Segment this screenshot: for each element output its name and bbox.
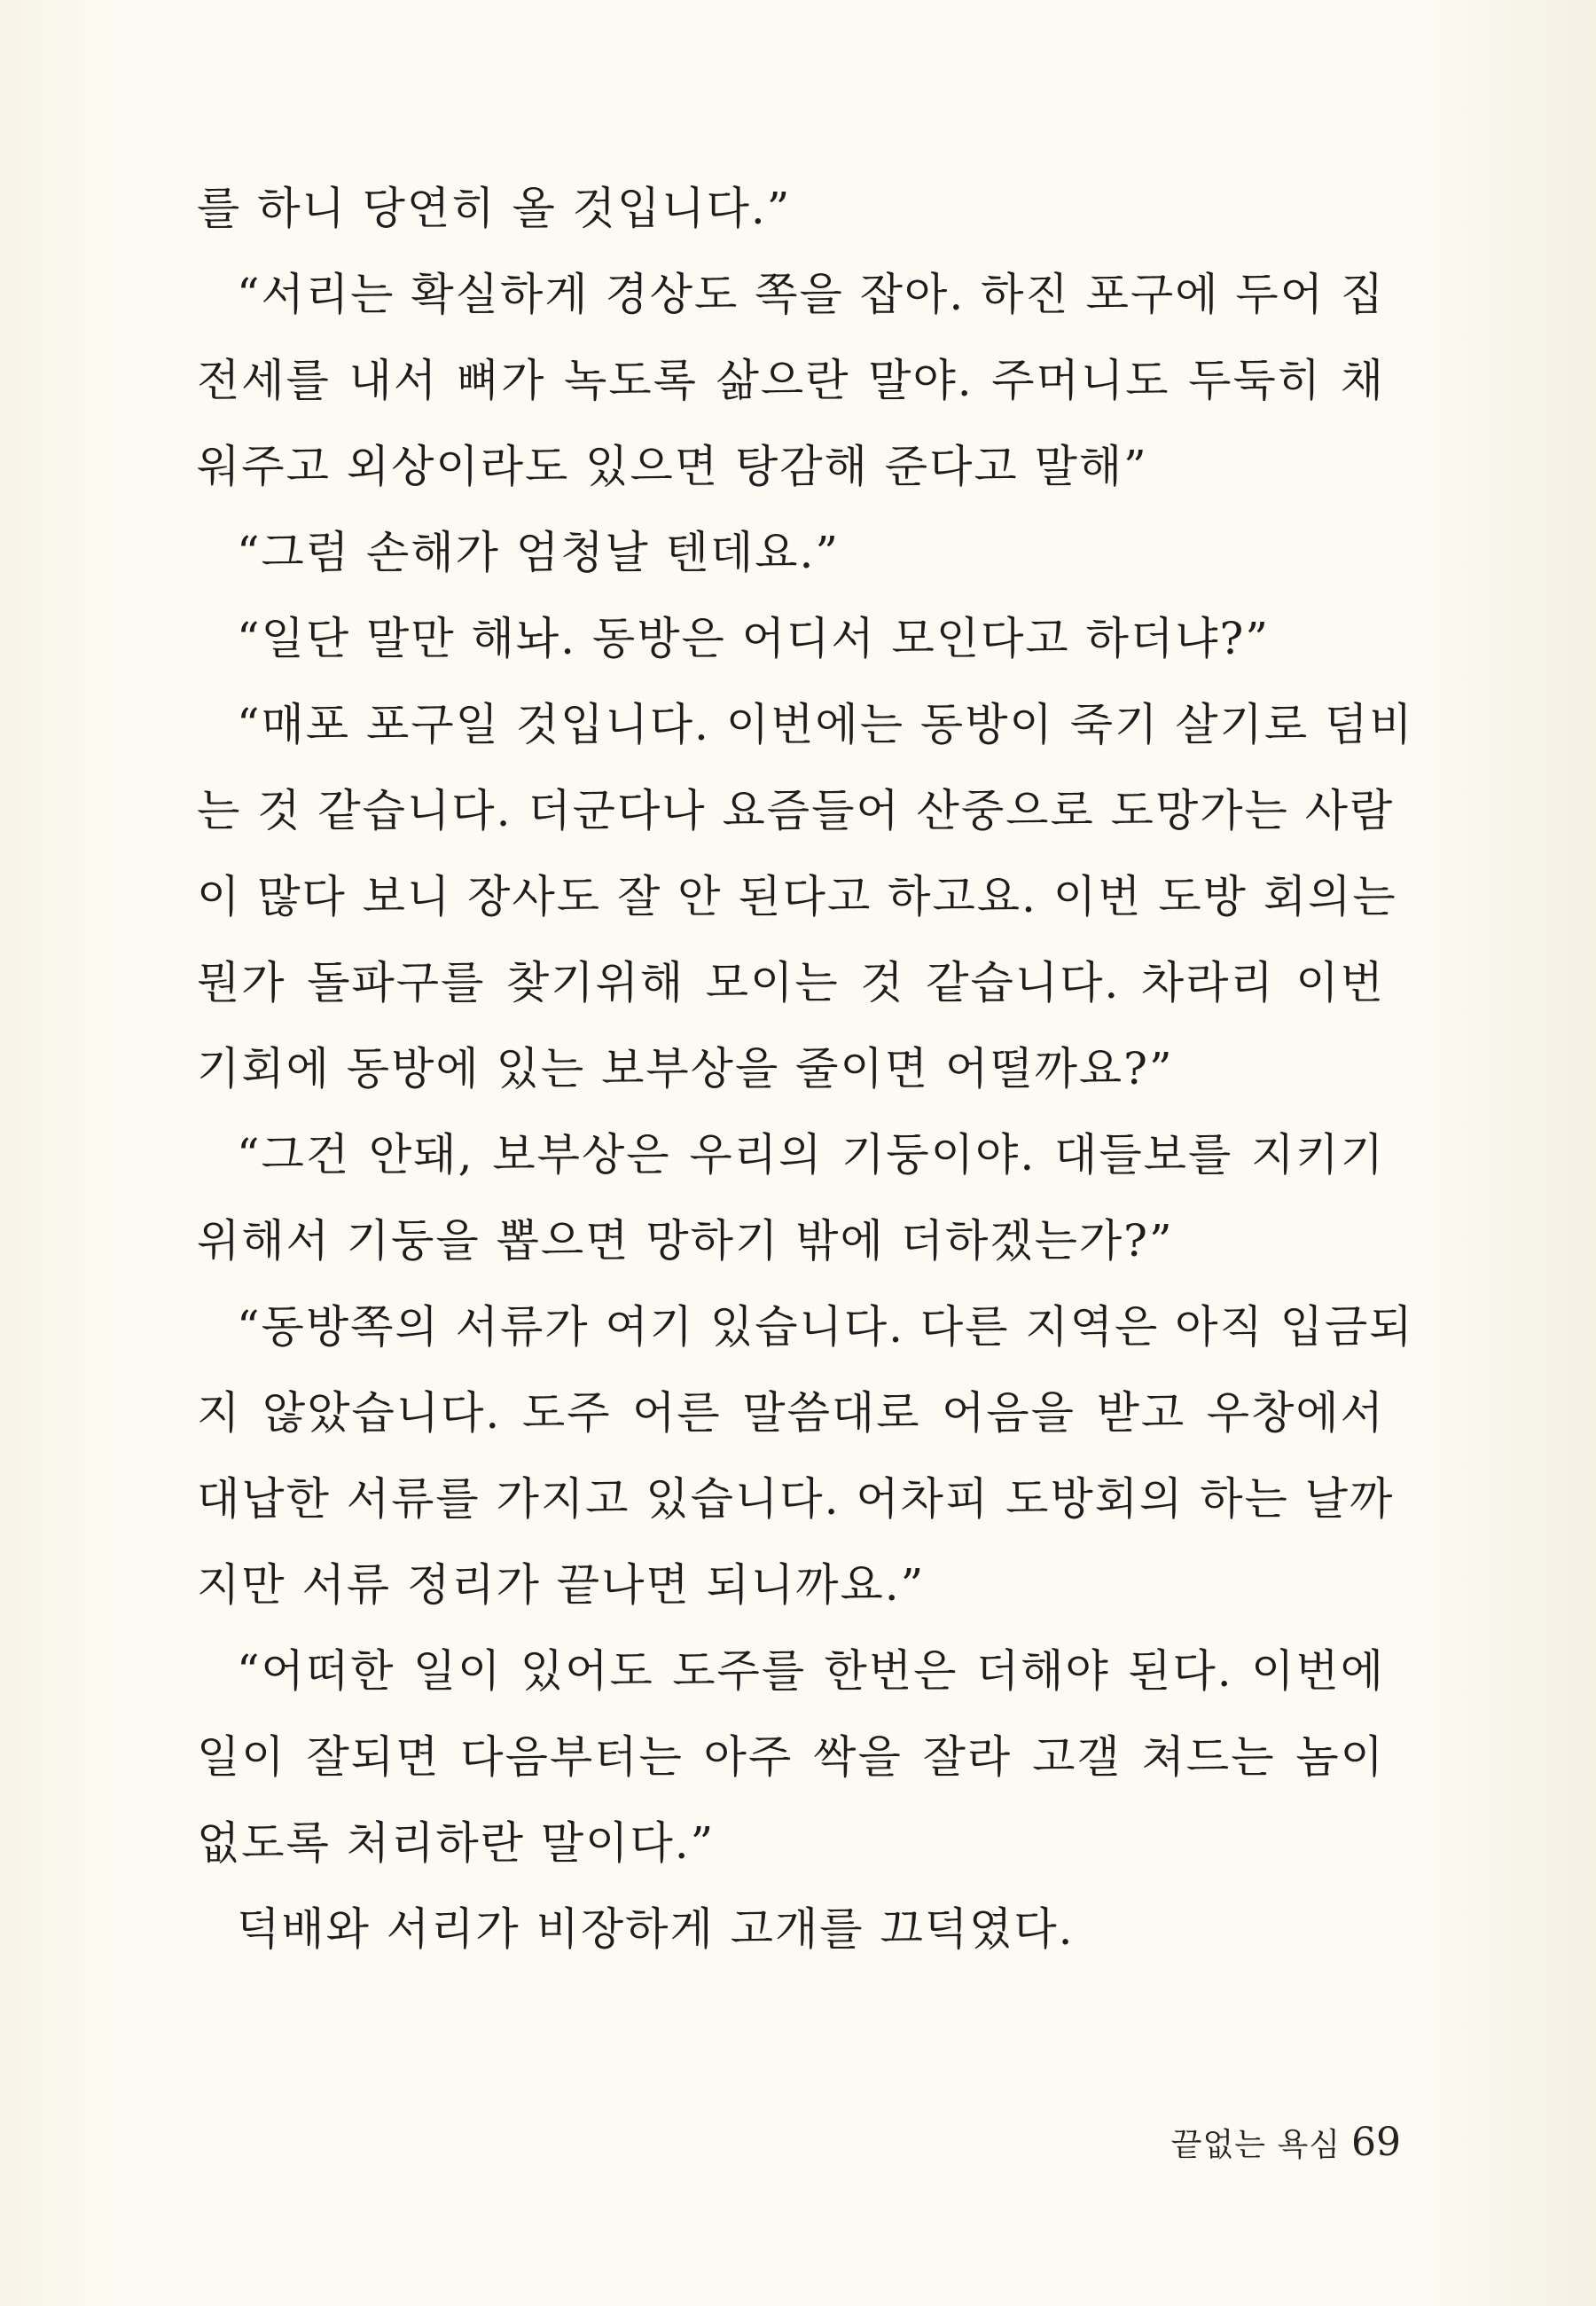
text-line: 는 것 같습니다. 더군다나 요즘들어 산중으로 도망가는 사람 (197, 785, 1395, 836)
text-line: 일이 잘되면 다음부터는 아주 싹을 잘라 고갤 쳐드는 놈이 (197, 1731, 1385, 1783)
text-line: 지만 서류 정리가 끝나면 되니까요.” (197, 1559, 926, 1611)
text-line: 위해서 기둥을 뽑으면 망하기 밖에 더하겠는가?” (197, 1215, 1174, 1267)
text-line: 기회에 동방에 있는 보부상을 줄이면 어떨까요?” (197, 1043, 1174, 1094)
text-line: 없도록 처리하란 말이다.” (197, 1817, 716, 1869)
text-line: 전세를 내서 뼈가 녹도록 삶으란 말야. 주머니도 두둑히 채 (197, 355, 1385, 406)
text-line: 뭔가 돌파구를 찾기위해 모이는 것 같습니다. 차라리 이번 (197, 957, 1385, 1008)
text-line: 워주고 외상이라도 있으면 탕감해 준다고 말해” (197, 441, 1148, 492)
text-line: 지 않았습니다. 도주 어른 말씀대로 어음을 받고 우창에서 (197, 1387, 1385, 1439)
text-line: “그럼 손해가 엄청날 텐데요.” (237, 527, 840, 578)
running-footer (1170, 2116, 1401, 2169)
text-line: “어떠한 일이 있어도 도주를 한번은 더해야 된다. 이번에 (237, 1645, 1385, 1697)
text-line: 덕배와 서리가 비장하게 고개를 끄덕였다. (237, 1903, 1075, 1955)
show-through-shadow (1312, 164, 1543, 235)
text-line: “서리는 확실하게 경상도 쪽을 잡아. 하진 포구에 두어 집 (237, 269, 1386, 320)
page-number: 69 (1351, 2120, 1401, 2165)
text-line: “일단 말만 해놔. 동방은 어디서 모인다고 하더냐?” (237, 613, 1270, 664)
text-line: “그건 안돼, 보부상은 우리의 기둥이야. 대들보를 지키기 (237, 1129, 1385, 1180)
text-line: “동방쪽의 서류가 여기 있습니다. 다른 지역은 아직 입금되 (237, 1301, 1414, 1353)
text-line: 를 하니 당연히 올 것입니다.” (197, 183, 792, 234)
text-line: 이 많다 보니 장사도 잘 안 된다고 하고요. 이번 도방 회의는 (197, 871, 1397, 922)
text-line: 대납한 서류를 가지고 있습니다. 어차피 도방회의 하는 날까 (197, 1473, 1395, 1525)
text-line: “매포 포구일 것입니다. 이번에는 동방이 죽기 살기로 덤비 (237, 699, 1414, 750)
chapter-title: 끝없는 욕심 (1170, 2127, 1341, 2163)
